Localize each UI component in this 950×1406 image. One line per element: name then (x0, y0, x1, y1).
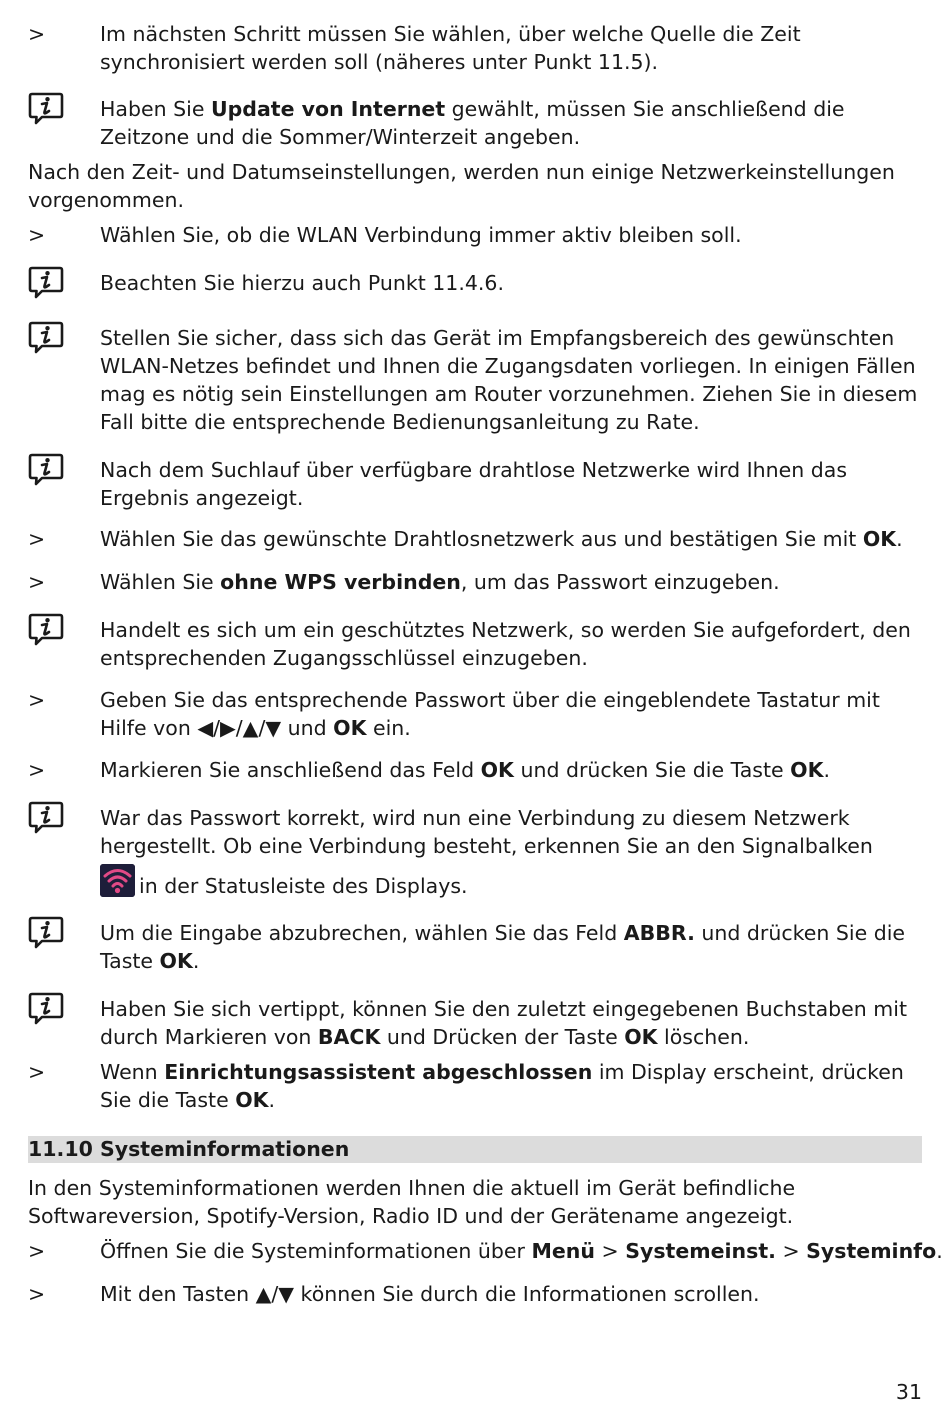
bullet-text: Im nächsten Schritt müssen Sie wählen, über welche Quelle die Zeit synchronisiert werden soll (näheres unter Punkt 11.5). (100, 22, 801, 74)
info-note (28, 269, 922, 297)
note-text: Nach dem Suchlauf über verfügbare drahtlose Netzwerke wird Ihnen das Ergebnis angezeigt. (100, 458, 848, 510)
bullet-item (28, 686, 922, 742)
info-icon (28, 452, 64, 486)
paragraph: In den Systeminformationen werden Ihnen die aktuell im Gerät befindliche Softwareversion, Spotify-Version, Radio ID und der Gerätename angezeigt. (28, 1176, 796, 1228)
bullet-marker: > (28, 1060, 46, 1084)
bullet-text: Geben Sie das entsprechende Passwort über die eingeblendete Tastatur mit Hilfe von ◀/▶/▲/▼ und OK ein. (100, 688, 880, 740)
section-heading: 11.10 Systeminformationen (28, 1136, 922, 1163)
bullet-marker: > (28, 1282, 46, 1306)
bullet-item (28, 1237, 943, 1265)
info-icon (28, 320, 64, 354)
info-icon (28, 800, 64, 834)
bullet-item (28, 756, 922, 784)
info-note (28, 804, 922, 904)
info-note (28, 456, 922, 512)
info-icon (28, 991, 64, 1025)
note-text: Um die Eingabe abzubrechen, wählen Sie das Feld ABBR. und drücken Sie die Taste OK. (100, 921, 906, 973)
note-text: Beachten Sie hierzu auch Punkt 11.4.6. (100, 271, 504, 295)
note-text: Haben Sie Update von Internet gewählt, müssen Sie anschließend die Zeitzone und die Sommer/Winterzeit angeben. (100, 97, 845, 149)
info-icon (28, 915, 64, 949)
bullet-marker: > (28, 527, 46, 551)
bullet-marker: > (28, 22, 46, 46)
paragraph: Nach den Zeit- und Datumseinstellungen, werden nun einige Netzwerkeinstellungen vorgenommen. (28, 160, 895, 212)
bullet-item (28, 20, 922, 76)
note-text: War das Passwort korrekt, wird nun eine Verbindung zu diesem Netzwerk hergestellt. Ob eine Verbindung besteht, erkennen Sie an den Signalbalken in der Statusleiste des Displays. (100, 806, 873, 898)
info-icon (28, 91, 64, 125)
bullet-text: Markieren Sie anschließend das Feld OK und drücken Sie die Taste OK. (100, 758, 830, 782)
info-note (28, 95, 922, 151)
info-note (28, 919, 922, 975)
bullet-text: Wählen Sie, ob die WLAN Verbindung immer aktiv bleiben soll. (100, 223, 742, 247)
note-text: Haben Sie sich vertippt, können Sie den zuletzt eingegebenen Buchstaben mit durch Markieren von BACK und Drücken der Taste OK löschen. (100, 997, 908, 1049)
bullet-item (28, 1058, 922, 1114)
bullet-text: Mit den Tasten ▲/▼ können Sie durch die Informationen scrollen. (100, 1282, 760, 1306)
info-note (28, 616, 922, 672)
info-note (28, 324, 922, 436)
bullet-text: Wählen Sie ohne WPS verbinden, um das Passwort einzugeben. (100, 570, 780, 594)
info-icon (28, 265, 64, 299)
bullet-marker: > (28, 758, 46, 782)
bullet-marker: > (28, 570, 46, 594)
bullet-text: Wenn Einrichtungsassistent abgeschlossen im Display erscheint, drücken Sie die Taste OK. (100, 1060, 904, 1112)
bullet-marker: > (28, 1239, 46, 1263)
wifi-signal-icon (100, 864, 135, 897)
bullet-item (28, 1280, 922, 1308)
bullet-item (28, 221, 922, 249)
info-icon (28, 612, 64, 646)
info-note (28, 995, 922, 1051)
bullet-text: Öffnen Sie die Systeminformationen über Menü > Systemeinst. > Systeminfo. (100, 1239, 943, 1263)
bullet-text: Wählen Sie das gewünschte Drahtlosnetzwerk aus und bestätigen Sie mit OK. (100, 527, 903, 551)
note-text: Handelt es sich um ein geschütztes Netzwerk, so werden Sie aufgefordert, den entsprechenden Zugangsschlüssel einzugeben. (100, 618, 911, 670)
page-number: 31 (895, 1380, 922, 1404)
bullet-item (28, 525, 922, 553)
bullet-marker: > (28, 688, 46, 712)
bullet-item (28, 568, 922, 596)
note-text: Stellen Sie sicher, dass sich das Gerät im Empfangsbereich des gewünschten WLAN-Netzes befindet und Ihnen die Zugangsdaten vorliegen. In einigen Fällen mag es nötig sein Einstellungen am Router vorzunehmen. Ziehen Sie in diesem Fall bitte die entsprechende Bedienungsanleitung zu Rate. (100, 326, 918, 434)
bullet-marker: > (28, 223, 46, 247)
